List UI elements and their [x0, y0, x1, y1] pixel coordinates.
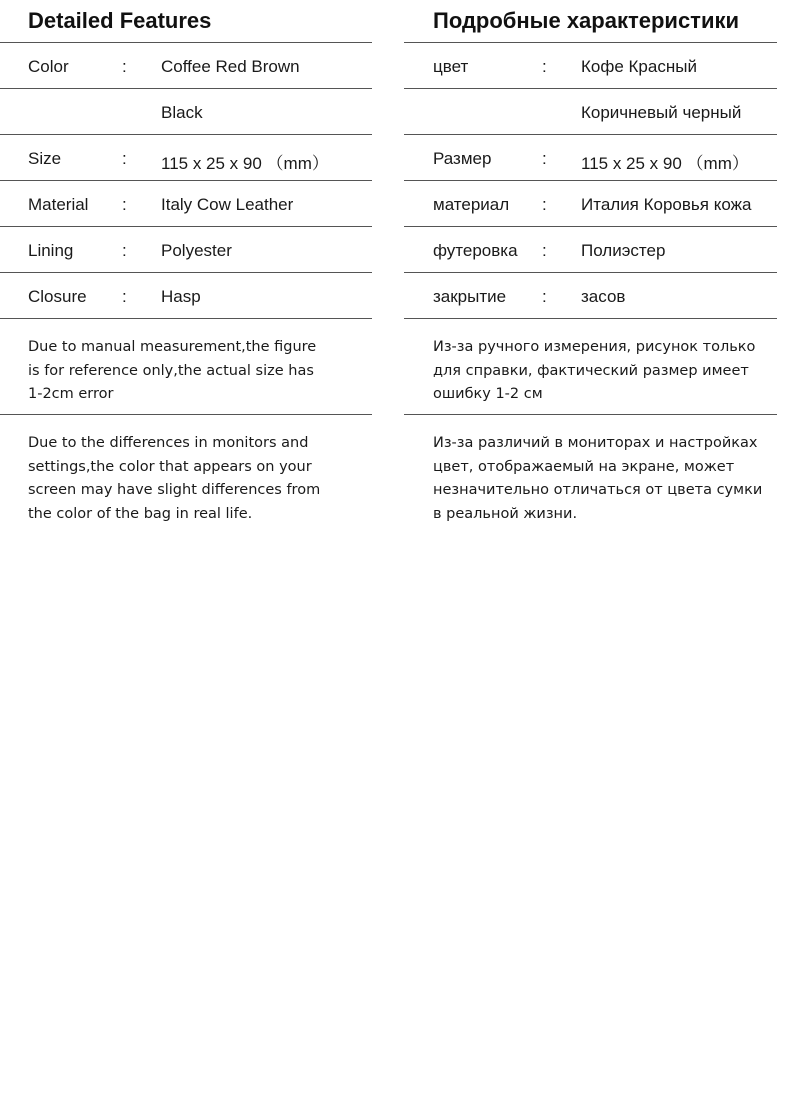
section-title: [404, 0, 777, 43]
row-colon: :: [122, 287, 127, 306]
row-label: Closure: [28, 287, 87, 306]
row-color: [404, 43, 777, 89]
row-label: материал: [433, 195, 510, 214]
row-value: Coffee Red Brown: [161, 57, 300, 76]
row-material: [0, 181, 372, 227]
row-colon: :: [542, 149, 547, 168]
row-colon: :: [122, 57, 127, 76]
row-value: Black: [161, 103, 203, 122]
note-text: Из-за ручного измерения, рисунок только для справки, фактический размер имеет ошибку 1-2 см: [433, 339, 756, 402]
row-label: Размер: [433, 149, 492, 168]
features-table-english: [0, 0, 372, 535]
row-lining: [0, 227, 372, 273]
row-material: [404, 181, 777, 227]
row-colon: :: [542, 241, 547, 260]
row-value: Коричневый черный: [581, 103, 742, 122]
row-colon: :: [122, 241, 127, 260]
row-value: 115 x 25 x 90 （mm）: [161, 154, 329, 173]
row-colon: :: [542, 57, 547, 76]
row-value: Полиэстер: [581, 241, 666, 260]
row-colon: :: [122, 195, 127, 214]
measurement-note: [404, 319, 777, 415]
row-colon: :: [542, 195, 547, 214]
row-closure: [0, 273, 372, 319]
row-closure: [404, 273, 777, 319]
note-text: Due to manual measurement,the figure is for reference only,the actual size has 1-2cm error: [28, 339, 317, 402]
note-text: Из-за различий в мониторах и настройках цвет, отображаемый на экране, может незначительно отличаться от цвета сумки в реальной жизни.: [433, 435, 763, 522]
row-color-continued: [0, 89, 372, 135]
row-label: закрытие: [433, 287, 507, 306]
row-label: Size: [28, 149, 62, 168]
row-color: [0, 43, 372, 89]
title-text: Подробные характеристики: [433, 8, 740, 33]
row-value: Italy Cow Leather: [161, 195, 294, 214]
row-colon: :: [122, 149, 127, 168]
note-text: Due to the differences in monitors and settings,the color that appears on your screen may have slight differences from the color of the bag in real life.: [28, 435, 321, 522]
row-value: 115 x 25 x 90 （mm）: [581, 154, 749, 173]
row-label: Material: [28, 195, 89, 214]
row-label: Color: [28, 57, 69, 76]
row-color-continued: [404, 89, 777, 135]
row-label: Lining: [28, 241, 74, 260]
row-label: цвет: [433, 57, 469, 76]
row-size: [0, 135, 372, 181]
row-value: засов: [581, 287, 626, 306]
row-lining: [404, 227, 777, 273]
title-text: Detailed Features: [28, 8, 212, 33]
measurement-note: [0, 319, 372, 415]
section-title: [0, 0, 372, 43]
row-value: Hasp: [161, 287, 201, 306]
color-note: [0, 415, 372, 535]
row-value: Polyester: [161, 241, 232, 260]
row-colon: :: [542, 287, 547, 306]
row-value: Италия Коровья кожа: [581, 195, 752, 214]
color-note: [404, 415, 777, 535]
row-size: [404, 135, 777, 181]
row-label: футеровка: [433, 241, 518, 260]
features-table-russian: [404, 0, 777, 535]
row-value: Кофе Красный: [581, 57, 697, 76]
